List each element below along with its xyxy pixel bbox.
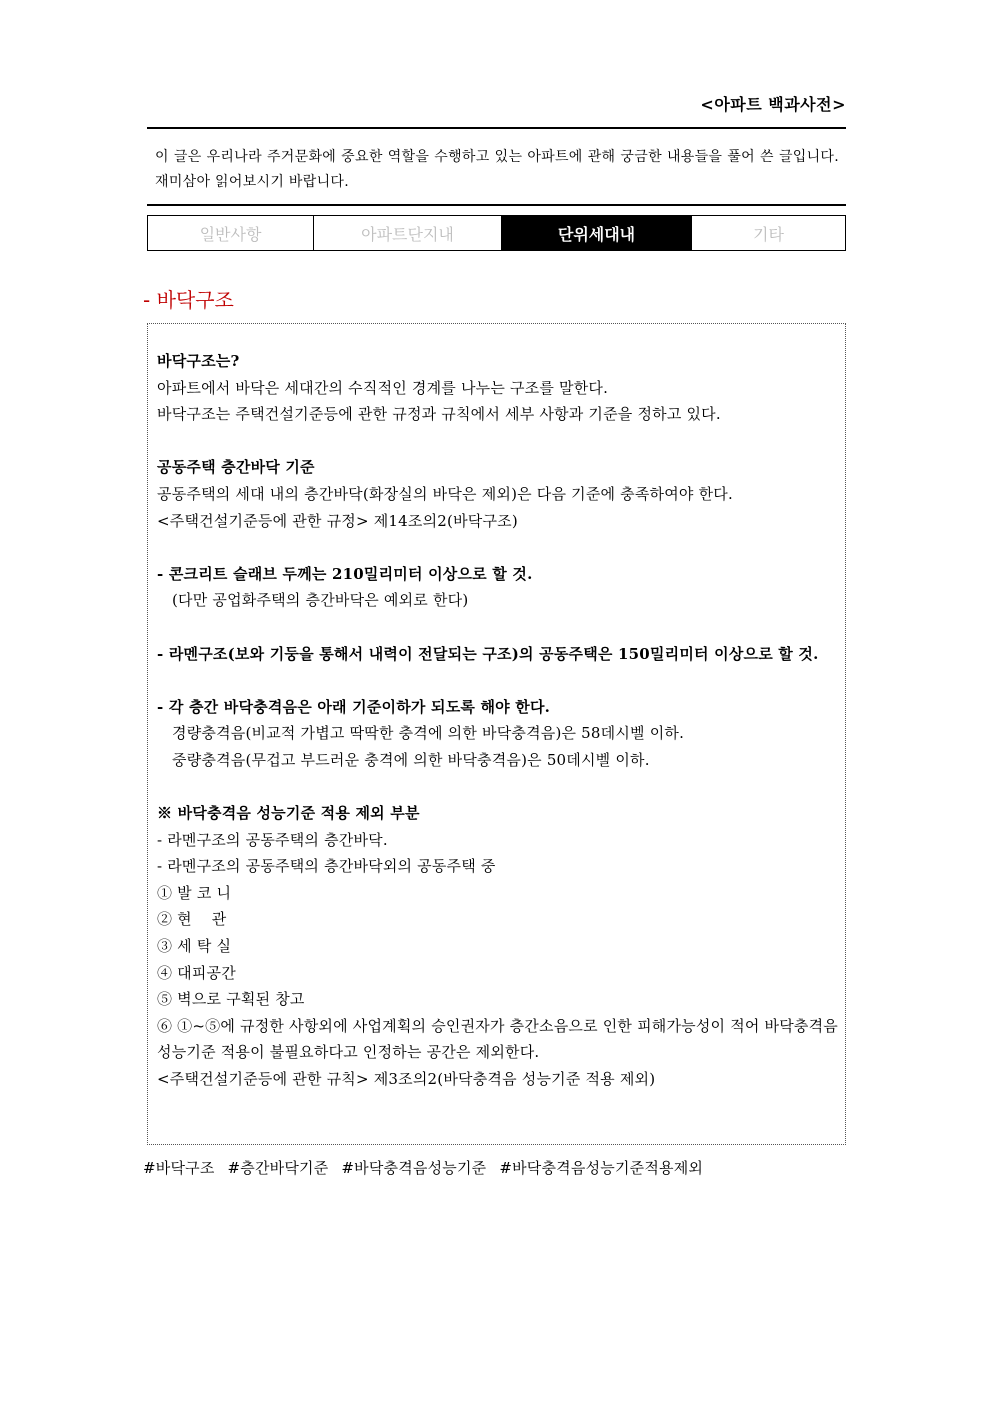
category-tabs [147, 215, 846, 251]
list-item: ⑥ ①~⑤에 규정한 사항외에 사업계획의 승인권자가 층간소음으로 인한 피해가능성이 적어 바닥충격음 성능기준 적용이 불필요하다고 인정하는 공간은 제외한다. [157, 1016, 838, 1062]
list-item: ① 발 코 니 [157, 883, 232, 902]
document-title: <아파트 백과사전> [700, 95, 846, 114]
text-line: 중량충격음(무겁고 부드러운 충격에 의한 바닥충격음)은 50데시벨 이하. [172, 750, 650, 769]
rule-impact-sound: - 각 층간 바닥충격음은 아래 기준이하가 되도록 해야 한다. [157, 697, 551, 716]
intro-divider [147, 204, 846, 206]
hashtag[interactable]: #층간바닥기준 [227, 1159, 329, 1177]
section-title: - 바닥구조 [143, 288, 234, 312]
question-heading: 바닥구조는? [157, 352, 240, 370]
rule-rahmen-structure: - 라멘구조(보와 기둥을 통해서 내력이 전달되는 구조)의 공동주택은 150밀리미터 이상으로 할 것. [157, 644, 819, 663]
tab-other[interactable]: 기타 [753, 224, 784, 244]
hashtag[interactable]: #바닥충격음성능기준적용제외 [499, 1159, 704, 1177]
content-body [157, 348, 838, 1093]
source-reference: <주택건설기준등에 관한 규정> 제14조의2(바닥구조) [157, 511, 518, 530]
intro-text: 이 글은 우리나라 주거문화에 중요한 역할을 수행하고 있는 아파트에 관해 궁금한 내용들을 풀어 쓴 글입니다. 재미삼아 읽어보시기 바랍니다. [155, 149, 839, 190]
list-item: ④ 대피공간 [157, 963, 236, 982]
hashtag-list [143, 1157, 711, 1178]
source-reference: <주택건설기준등에 관한 규칙> 제3조의2(바닥충격음 성능기준 적용 제외) [157, 1070, 656, 1089]
text-line: 공동주택의 세대 내의 층간바닥(화장실의 바닥은 제외)은 다음 기준에 충족하여야 한다. [157, 484, 733, 503]
text-line: 아파트에서 바닥은 세대간의 수직적인 경계를 나누는 구조를 말한다. [157, 378, 609, 397]
hashtag[interactable]: #바닥충격음성능기준 [341, 1159, 487, 1177]
list-item: ② 현 관 [157, 910, 227, 929]
standard-heading: 공동주택 층간바닥 기준 [157, 458, 315, 477]
tab-apartment-complex[interactable]: 아파트단지내 [314, 216, 502, 250]
list-item: ③ 세 탁 실 [157, 937, 232, 956]
rule-note: (다만 공업화주택의 층간바닥은 예외로 한다) [172, 591, 469, 610]
rule-slab-thickness: - 콘크리트 슬래브 두께는 210밀리미터 이상으로 할 것. [157, 564, 533, 583]
list-item: ⑤ 벽으로 구획된 창고 [157, 990, 305, 1009]
tab-unit-household[interactable]: 단위세대내 [502, 216, 692, 250]
text-line: 바닥구조는 주택건설기준등에 관한 규정과 규칙에서 세부 사항과 기준을 정하고 있다. [157, 405, 721, 424]
exemption-heading: ※ 바닥충격음 성능기준 적용 제외 부분 [157, 804, 420, 823]
list-item: - 라멘구조의 공동주택의 층간바닥외의 공동주택 중 [157, 857, 496, 876]
list-item: - 라멘구조의 공동주택의 층간바닥. [157, 830, 388, 849]
tab-general[interactable]: 일반사항 [148, 216, 314, 250]
header-divider [147, 127, 846, 129]
hashtag[interactable]: #바닥구조 [143, 1159, 215, 1177]
text-line: 경량충격음(비교적 가볍고 딱딱한 충격에 의한 바닥충격음)은 58데시벨 이하. [172, 724, 685, 743]
